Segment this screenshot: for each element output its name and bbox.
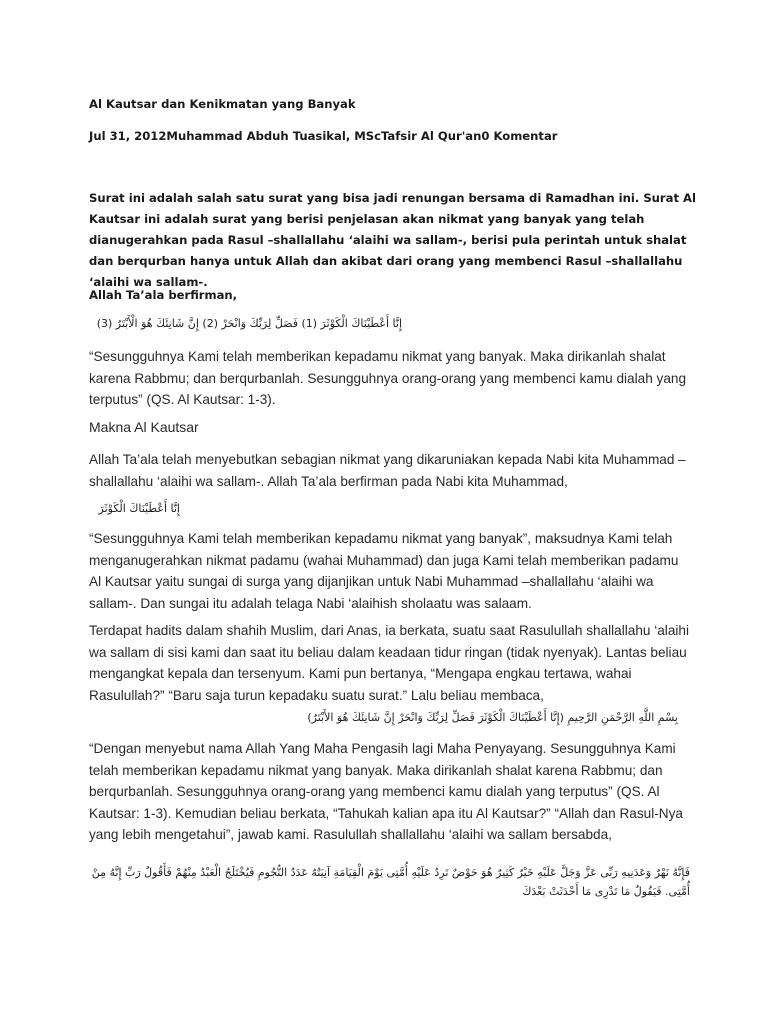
translation-1: “Sesungguhnya Kami telah memberikan kepadamu nikmat yang banyak. Maka dirikanlah shalat karena Rabbmu; dan berqurbanlah. Sesungguhnya orang-orang yang membenci kamu dialah yang terputus” (QS. Al Kautsar: 1-3). xyxy=(89,349,687,407)
arabic-hadith: فَإِنَّهُ نَهْرٌ وَعَدَنِيهِ رَبِّى عَزَّ وَجَلَّ عَلَيْهِ خَيْرٌ كَثِيرٌ هُوَ حَوْضٌ تَرِدُ عَلَيْهِ أُمَّتِى يَوْمَ الْقِيَامَةِ آنِيَتُهُ عَدَدُ النُّجُومِ فَيُخْتَلَجُ الْعَبْدُ مِنْهُمْ فَأَقُولُ رَبِّ إِنَّهُ مِنْ أُمَّتِى. فَيَقُولُ مَا تَدْرِى مَا أَحْدَثَتْ بَعْدَكَ xyxy=(91,866,690,898)
paragraph-4: “Dengan menyebut nama Allah Yang Maha Pengasih lagi Maha Penyayang. Sesungguhnya Kami telah memberikan kepadamu nikmat yang banyak. Maka dirikanlah shalat karena Rabbmu; dan berqurbanlah. Sesungguhnya orang-orang yang membenci kamu dialah yang terputus” (QS. Al Kautsar: 1-3). Kemudian beliau berkata, “Tahukah kalian apa itu Al Kautsar?” “Allah dan Rasul-Nya yang lebih mengetahui”, jawab kami. Rasulullah shallallahu ‘alaihi wa sallam bersabda, xyxy=(89,741,683,842)
intro-paragraph: Surat ini adalah salah satu surat yang bisa jadi renungan bersama di Ramadhan ini. Surat Al Kautsar ini adalah surat yang berisi penjelasan akan nikmat yang banyak yang telah dianugerahkan pada Rasul –shallallahu ‘alaihi wa sallam-, berisi pula perintah untuk shalat dan berqurban hanya untuk Allah dan akibat dari orang yang membenci Rasul –shallallahu ‘alaihi wa sallam-. xyxy=(89,191,696,289)
allah-says-label: Allah Ta’ala berfirman, xyxy=(89,288,238,302)
section-heading: Makna Al Kautsar xyxy=(89,419,199,435)
document-title: Al Kautsar dan Kenikmatan yang Banyak xyxy=(89,97,356,111)
post-meta: Jul 31, 2012Muhammad Abduh Tuasikal, MScTafsir Al Qur'an0 Komentar xyxy=(89,129,558,143)
paragraph-3: Terdapat hadits dalam shahih Muslim, dari Anas, ia berkata, suatu saat Rasulullah shallallahu ‘alaihi wa sallam di sisi kami dan saat itu beliau dalam keadaan tidur ringan (tidak nyenyak). Lantas beliau mengangkat kepala dan tersenyum. Kami pun bertanya, “Mengapa engkau tertawa, wahai Rasulullah?” “Baru saja turun kepadaku suatu surat.” Lalu beliau membaca, xyxy=(89,623,689,703)
paragraph-1: Allah Ta’ala telah menyebutkan sebagian nikmat yang dikaruniakan kepada Nabi kita Muhammad –shallallahu ‘alaihi wa sallam-. Allah Ta’ala berfirman pada Nabi kita Muhammad, xyxy=(89,452,686,489)
arabic-verse-2: إِنَّا أَعْطَيْنَاكَ الْكَوْثَرَ xyxy=(98,502,180,515)
arabic-verse-1: إِنَّا أَعْطَيْنَاكَ الْكَوْثَرَ (1) فَصَلِّ لِرَبِّكَ وَانْحَرْ (2) إِنَّ شَانِئَكَ هُوَ الْأَبْتَرُ (3) xyxy=(96,317,402,330)
paragraph-2: “Sesungguhnya Kami telah memberikan kepadamu nikmat yang banyak”, maksudnya Kami telah menganugerahkan nikmat padamu (wahai Muhammad) dan juga Kami telah memberikan padamu Al Kautsar yaitu sungai di surga yang dijanjikan untuk Nabi Muhammad –shallallahu ‘alaihi wa sallam-. Dan sungai itu adalah telaga Nabi ‘alaihish sholaatu was salaam. xyxy=(89,531,679,611)
arabic-verse-3: بِسْمِ اللَّهِ الرَّحْمَنِ الرَّحِيمِ (إِنَّا أَعْطَيْنَاكَ الْكَوْثَرَ فَصَلِّ لِرَبِّكَ وَانْحَرْ إِنَّ شَانِئَكَ هُوَ الأَبْتَرُ) xyxy=(307,711,678,724)
